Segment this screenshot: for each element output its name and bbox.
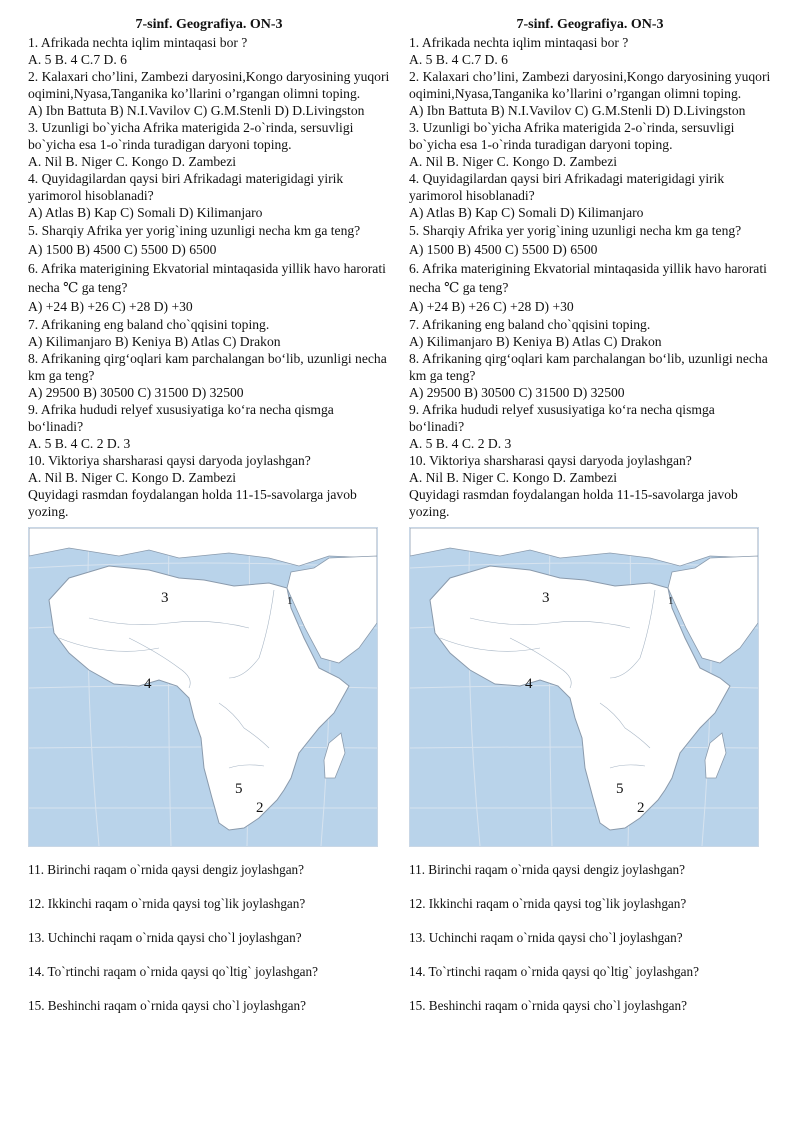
answers-4: A) Atlas B) Kap C) Somali D) Kilimanjaro	[28, 205, 263, 220]
question-4: 4. Quyidagilardan qaysi biri Afrikadagi materigidagi yirik yarimorol hisoblanadi?	[28, 171, 344, 203]
map-question-15: 15. Beshinchi raqam o`rnida qaysi cho`l joylashgan?	[28, 998, 306, 1013]
map-label-3: 3	[161, 590, 169, 606]
question-2: 2. Kalaxari cho’lini, Zambezi daryosini,Kongo daryosining yuqori oqimini,Nyasa,Tanganika ko’llarini o’rgangan olimni toping.	[28, 69, 390, 101]
africa-map	[28, 527, 378, 847]
question-6-copy: 6. Afrika materigining Ekvatorial mintaqasida yillik havo harorati necha ℃ ga teng?	[409, 261, 767, 295]
map-label-1: 1	[287, 595, 293, 607]
question-8-copy: 8. Afrikaning qirg‘oqlari kam parchalangan bo‘lib, uzunligi necha km ga teng?	[409, 351, 768, 383]
question-1-copy: 1. Afrikada nechta iqlim mintaqasi bor ?	[409, 35, 629, 50]
answers-7: A) Kilimanjaro B) Keniya B) Atlas C) Drakon	[28, 334, 281, 349]
question-5: 5. Sharqiy Afrika yer yorig`ining uzunligi necha km ga teng?	[28, 223, 361, 238]
answers-5: A) 1500 B) 4500 C) 5500 D) 6500	[28, 242, 217, 257]
question-1: 1. Afrikada nechta iqlim mintaqasi bor ?	[28, 35, 248, 50]
question-9-copy: 9. Afrika hududi relyef xususiyatiga ko‘ra necha qismga bo‘linadi?	[409, 402, 715, 434]
map-question-14: 14. To`rtinchi raqam o`rnida qaysi qo`ltig` joylashgan?	[28, 964, 318, 979]
map-label-2-copy: 2	[637, 800, 645, 816]
map-label-2: 2	[256, 800, 264, 816]
answers-1-copy: A. 5 B. 4 C.7 D. 6	[409, 52, 508, 67]
map-questions	[28, 861, 390, 1014]
map-intro-copy: Quyidagi rasmdan foydalangan holda 11-15-savolarga javob yozing.	[409, 487, 738, 519]
answers-6-copy: A) +24 B) +26 C) +28 D) +30	[409, 299, 574, 314]
africa-outline-map-copy	[410, 528, 758, 846]
question-9: 9. Afrika hududi relyef xususiyatiga ko‘ra necha qismga bo‘linadi?	[28, 402, 334, 434]
answers-3-copy: A. Nil B. Niger C. Kongo D. Zambezi	[409, 154, 618, 169]
page-title: 7-sinf. Geografiya. ON-3	[135, 17, 283, 32]
map-question-12: 12. Ikkinchi raqam o`rnida qaysi tog`lik joylashgan?	[28, 896, 306, 911]
answers-6: A) +24 B) +26 C) +28 D) +30	[28, 299, 193, 314]
answers-7-copy: A) Kilimanjaro B) Keniya B) Atlas C) Drakon	[409, 334, 662, 349]
question-6: 6. Afrika materigining Ekvatorial mintaqasida yillik havo harorati necha ℃ ga teng?	[28, 261, 386, 295]
answers-8-copy: A) 29500 B) 30500 C) 31500 D) 32500	[409, 385, 625, 400]
question-3: 3. Uzunligi bo`yicha Afrika materigida 2-o`rinda, sersuvligi bo`yicha esa 1-o`rinda turadigan daryoni toping.	[28, 120, 354, 152]
answers-4-copy: A) Atlas B) Kap C) Somali D) Kilimanjaro	[409, 205, 644, 220]
map-label-1-copy: 1	[668, 595, 674, 607]
answers-8: A) 29500 B) 30500 C) 31500 D) 32500	[28, 385, 244, 400]
answers-5-copy: A) 1500 B) 4500 C) 5500 D) 6500	[409, 242, 598, 257]
map-question-11: 11. Birinchi raqam o`rnida qaysi dengiz joylashgan?	[28, 862, 305, 877]
answers-2: A) Ibn Battuta B) N.I.Vavilov C) G.M.Stenli D) D.Livingston	[28, 103, 365, 118]
map-question-14-copy: 14. To`rtinchi raqam o`rnida qaysi qo`ltig` joylashgan?	[409, 964, 699, 979]
page-title-copy: 7-sinf. Geografiya. ON-3	[516, 17, 664, 32]
map-question-15-copy: 15. Beshinchi raqam o`rnida qaysi cho`l joylashgan?	[409, 998, 687, 1013]
map-questions-copy	[409, 861, 771, 1014]
map-label-4-copy: 4	[525, 676, 533, 692]
answers-9: A. 5 B. 4 C. 2 D. 3	[28, 436, 131, 451]
question-2-copy: 2. Kalaxari cho’lini, Zambezi daryosini,Kongo daryosining yuqori oqimini,Nyasa,Tanganika ko’llarini o’rgangan olimni toping.	[409, 69, 771, 101]
answers-3: A. Nil B. Niger C. Kongo D. Zambezi	[28, 154, 237, 169]
map-label-5: 5	[235, 781, 243, 797]
left-column	[28, 16, 390, 1031]
africa-map-copy	[409, 527, 759, 847]
map-label-5-copy: 5	[616, 781, 624, 797]
map-label-4: 4	[144, 676, 152, 692]
right-column	[409, 16, 771, 1031]
answers-2-copy: A) Ibn Battuta B) N.I.Vavilov C) G.M.Stenli D) D.Livingston	[409, 103, 746, 118]
map-question-13-copy: 13. Uchinchi raqam o`rnida qaysi cho`l joylashgan?	[409, 930, 683, 945]
answers-9-copy: A. 5 B. 4 C. 2 D. 3	[409, 436, 512, 451]
map-label-3-copy: 3	[542, 590, 550, 606]
question-10-copy: 10. Viktoriya sharsharasi qaysi daryoda joylashgan?	[409, 453, 692, 468]
question-5-copy: 5. Sharqiy Afrika yer yorig`ining uzunligi necha km ga teng?	[409, 223, 742, 238]
question-8: 8. Afrikaning qirg‘oqlari kam parchalangan bo‘lib, uzunligi necha km ga teng?	[28, 351, 387, 383]
map-question-12-copy: 12. Ikkinchi raqam o`rnida qaysi tog`lik joylashgan?	[409, 896, 687, 911]
question-10: 10. Viktoriya sharsharasi qaysi daryoda joylashgan?	[28, 453, 311, 468]
answers-10-copy: A. Nil B. Niger C. Kongo D. Zambezi	[409, 470, 618, 485]
question-7-copy: 7. Afrikaning eng baland cho`qqisini toping.	[409, 317, 651, 332]
answers-10: A. Nil B. Niger C. Kongo D. Zambezi	[28, 470, 237, 485]
question-7: 7. Afrikaning eng baland cho`qqisini toping.	[28, 317, 270, 332]
map-question-13: 13. Uchinchi raqam o`rnida qaysi cho`l joylashgan?	[28, 930, 302, 945]
answers-1: A. 5 B. 4 C.7 D. 6	[28, 52, 127, 67]
map-intro: Quyidagi rasmdan foydalangan holda 11-15-savolarga javob yozing.	[28, 487, 357, 519]
africa-outline-map	[29, 528, 377, 846]
map-question-11-copy: 11. Birinchi raqam o`rnida qaysi dengiz joylashgan?	[409, 862, 686, 877]
question-4-copy: 4. Quyidagilardan qaysi biri Afrikadagi materigidagi yirik yarimorol hisoblanadi?	[409, 171, 725, 203]
question-3-copy: 3. Uzunligi bo`yicha Afrika materigida 2-o`rinda, sersuvligi bo`yicha esa 1-o`rinda turadigan daryoni toping.	[409, 120, 735, 152]
